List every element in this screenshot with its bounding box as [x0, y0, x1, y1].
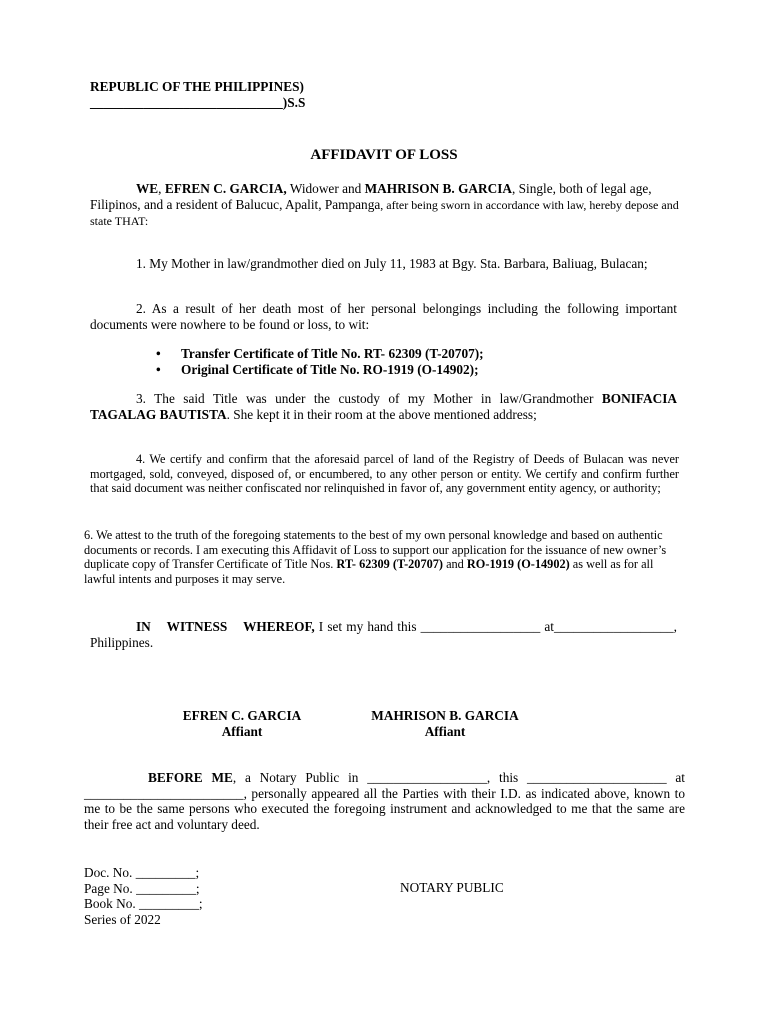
- para6-doc1: RT- 62309 (T-20707): [336, 557, 443, 571]
- witness-text: I set my hand this __________________ at__________________, Philippines.: [90, 619, 677, 650]
- intro-paragraph: [90, 181, 680, 230]
- document-title: AFFIDAVIT OF LOSS: [310, 147, 458, 163]
- para3-text2: . She kept it in their room at the above mentioned address;: [226, 406, 537, 422]
- list-item: • Transfer Certificate of Title No. RT- 62309 (T-20707);: [156, 346, 656, 362]
- paragraph-3: [90, 391, 677, 422]
- series: Series of 2022: [84, 911, 161, 927]
- signatory-role: Affiant: [221, 723, 263, 739]
- document-list: [156, 346, 656, 377]
- witness-paragraph: [90, 619, 677, 650]
- doc-no: Doc. No. _________;: [84, 865, 200, 880]
- notary-paragraph: [84, 770, 685, 832]
- notary-text: , a Notary Public in __________________, this _____________________ at ________________________, personally appeared all the Parties with their I.D. as indicated above, known to me to be the same persons who executed the foregoing instrument and acknowledged to me that the same are their free act and voluntary deed.: [84, 770, 685, 832]
- intro-name1: EFREN C. GARCIA,: [164, 181, 287, 196]
- paragraph-1: 1. My Mother in law/grandmother died on July 11, 1983 at Bgy. Sta. Barbara, Baliuag, Bulacan;: [136, 256, 648, 271]
- notary-block: [84, 865, 284, 927]
- paragraph-2: 2. As a result of her death most of her personal belongings including the following important documents were nowhere to be found or loss, to wit:: [90, 301, 677, 332]
- intro-we: WE: [136, 181, 159, 196]
- book-no: Book No. _________;: [84, 896, 203, 911]
- signatory-name: EFREN C. GARCIA: [182, 708, 302, 723]
- header-republic: REPUBLIC OF THE PHILIPPINES): [90, 79, 304, 94]
- paragraph-4: 4. We certify and confirm that the aforesaid parcel of land of the Registry of Deeds of Bulacan was never mortgaged, sold, conveyed, disposed of, or encumbered, to any other person or entity. We certify and confirm further that said document was neither confiscated nor relinquished in favor of, any government entity agency, or authority;: [90, 452, 679, 495]
- paragraph-6: [84, 528, 674, 586]
- intro-text2: , Single, both of legal age, Filipinos, and a resident of Balucuc, Apalit, Pampanga: [90, 181, 652, 212]
- witness-lead: IN WITNESS WHEREOF,: [136, 619, 315, 634]
- header: [90, 79, 490, 110]
- signatory-2: [360, 708, 530, 739]
- intro-text3: , after being sworn in accordance with law, hereby depose and state THAT:: [90, 197, 679, 228]
- intro-sep: ,: [158, 181, 165, 196]
- notary-lead: BEFORE ME: [148, 770, 233, 785]
- signatory-name: MAHRISON B. GARCIA: [371, 708, 519, 723]
- notary-public-label: NOTARY PUBLIC: [400, 880, 504, 895]
- signatory-1: [162, 708, 322, 739]
- para3-name: BONIFACIA TAGALAG BAUTISTA: [90, 391, 677, 422]
- para6-text2: as well as for all lawful intents and purposes it may serve.: [84, 557, 654, 586]
- list-item: • Original Certificate of Title No. RO-1919 (O-14902);: [156, 362, 656, 378]
- para6-doc2: RO-1919 (O-14902): [466, 557, 570, 571]
- page-no: Page No. _________;: [84, 880, 200, 896]
- intro-text1: Widower and: [286, 181, 365, 196]
- para3-text1: 3. The said Title was under the custody of my Mother in law/Grandmother: [136, 391, 602, 406]
- para6-text1: 6. We attest to the truth of the foregoing statements to the best of my own personal knowledge and based on authentic documents or records. I am executing this Affidavit of Loss to support our application for the issuance of new owner’s duplicate copy of Transfer Certificate of Title Nos.: [84, 528, 667, 571]
- para6-and: and: [443, 557, 467, 571]
- intro-name2: MAHRISON B. GARCIA: [364, 181, 512, 196]
- header-ss: _____________________________)S.S: [90, 94, 306, 110]
- signatory-role: Affiant: [424, 723, 466, 739]
